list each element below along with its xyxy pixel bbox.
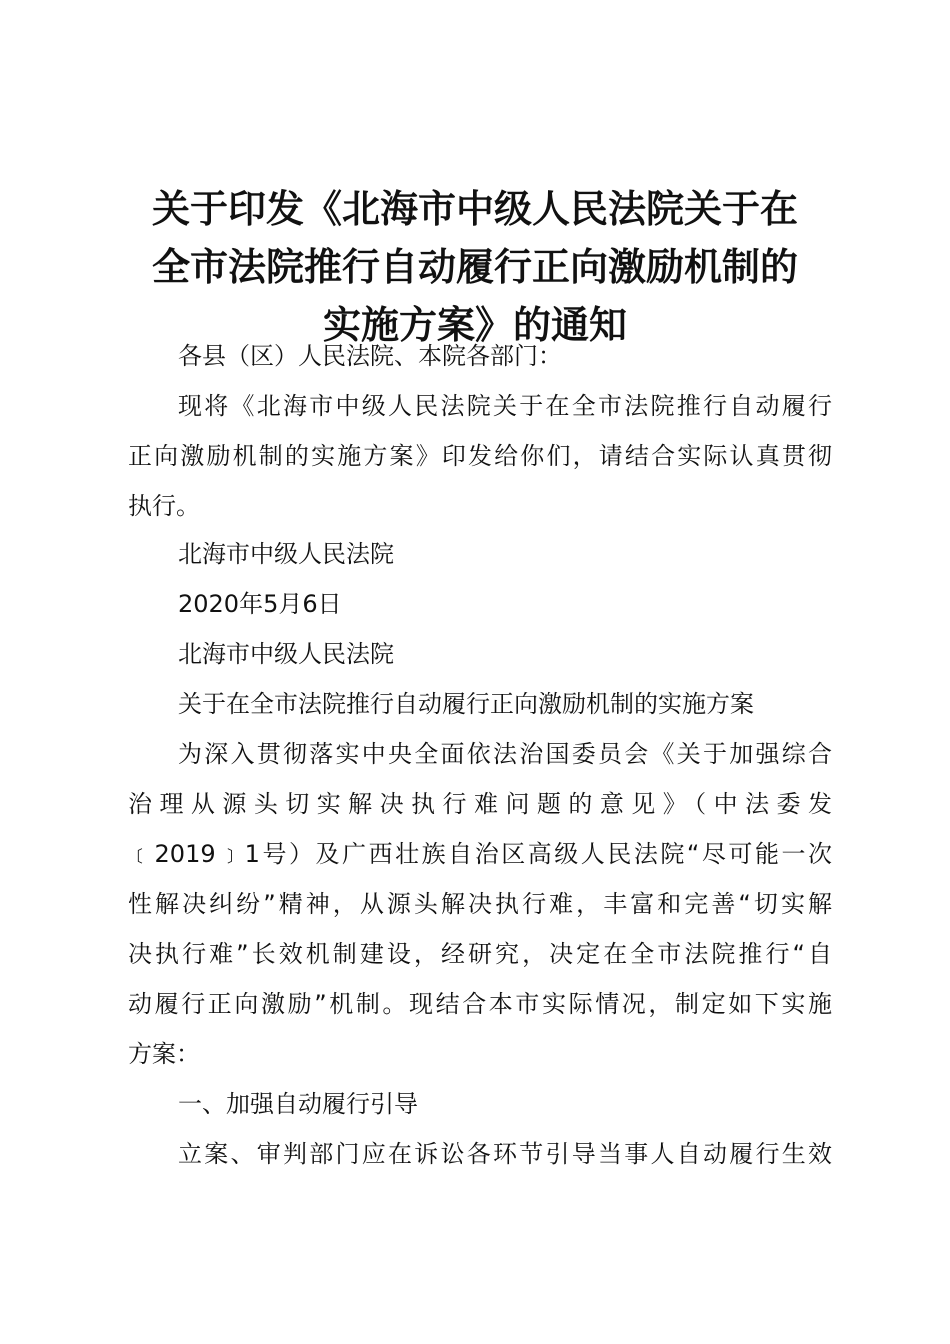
paragraph-line: 执行。	[128, 492, 200, 520]
plan-court-name: 北海市中级人民法院	[178, 640, 394, 668]
title-line: 关于印发《北海市中级人民法院关于在	[151, 187, 798, 231]
paragraph-line: 为深入贯彻落实中央全面依法治国委员会《关于加强综合	[178, 740, 832, 768]
issuer-name: 北海市中级人民法院	[178, 540, 394, 568]
paragraph-line: 方案：	[128, 1040, 200, 1068]
body-paragraph	[128, 729, 832, 1079]
document-title	[118, 180, 832, 354]
title-line: 实施方案》的通知	[322, 303, 627, 347]
title-line: 全市法院推行自动履行正向激励机制的	[151, 245, 798, 289]
paragraph-line: 正向激励机制的实施方案》印发给你们，请结合实际认真贯彻	[128, 442, 832, 470]
paragraph-line: 立案、审判部门应在诉讼各环节引导当事人自动履行生效	[178, 1140, 832, 1168]
paragraph-line: 性解决纠纷”精神，从源头解决执行难，丰富和完善“切实解	[128, 890, 832, 918]
paragraph-line: 现将《北海市中级人民法院关于在全市法院推行自动履行	[178, 392, 832, 420]
issue-date: 2020年5月6日	[178, 590, 342, 618]
intro-paragraph	[128, 381, 832, 531]
section-heading: 一、加强自动履行引导	[178, 1090, 418, 1118]
paragraph-line: ﹝2019﹞1号）及广西壮族自治区高级人民法院“尽可能一次	[128, 840, 832, 868]
paragraph-line: 决执行难”长效机制建设，经研究，决定在全市法院推行“自	[128, 940, 832, 968]
section-paragraph	[128, 1129, 832, 1179]
paragraph-line: 动履行正向激励”机制。现结合本市实际情况，制定如下实施	[128, 990, 832, 1018]
plan-title: 关于在全市法院推行自动履行正向激励机制的实施方案	[178, 690, 754, 718]
salutation: 各县（区）人民法院、本院各部门：	[178, 342, 562, 370]
paragraph-line: 治理从源头切实解决执行难问题的意见》（中法委发	[128, 790, 832, 818]
